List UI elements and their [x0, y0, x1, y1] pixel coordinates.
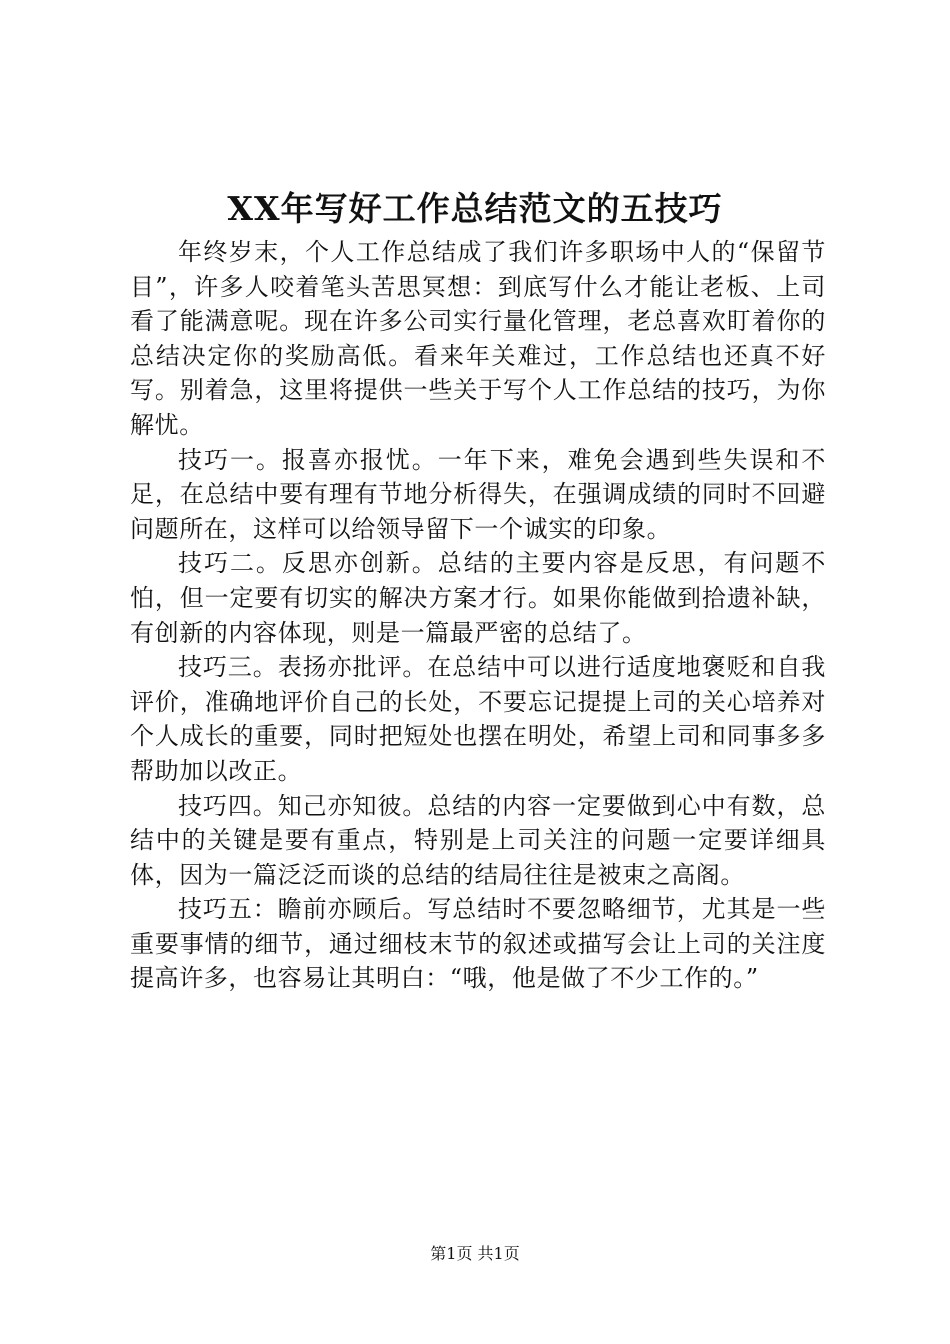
paragraph-tip-3: 技巧三。表扬亦批评。在总结中可以进行适度地褒贬和自我评价，准确地评价自己的长处，不要忘记提提上司的关心培养对个人成长的重要，同时把短处也摆在明处，希望上司和同事多多帮助加以改正。 [130, 653, 826, 785]
page-footer: 第1页 共1页 [430, 1244, 520, 1263]
document-body [130, 235, 826, 996]
paragraph-intro: 年终岁末，个人工作总结成了我们许多职场中人的“保留节目”，许多人咬着笔头苦思冥想：到底写什么才能让老板、上司看了能满意呢。现在许多公司实行量化管理，老总喜欢盯着你的总结决定你的奖励高低。看来年关难过，工作总结也还真不好写。别着急，这里将提供一些关于写个人工作总结的技巧，为你解忧。 [130, 238, 826, 439]
document-title: XX年写好工作总结范文的五技巧 [227, 189, 723, 228]
paragraph-tip-1: 技巧一。报喜亦报忧。一年下来，难免会遇到些失误和不足，在总结中要有理有节地分析得失，在强调成绩的同时不回避问题所在，这样可以给领导留下一个诚实的印象。 [130, 445, 826, 543]
paragraph-tip-5: 技巧五：瞻前亦顾后。写总结时不要忽略细节，尤其是一些重要事情的细节，通过细枝末节的叙述或描写会让上司的关注度提高许多，也容易让其明白：“哦，他是做了不少工作的。” [130, 895, 826, 993]
paragraph-tip-4: 技巧四。知己亦知彼。总结的内容一定要做到心中有数，总结中的关键是要有重点，特别是上司关注的问题一定要详细具体，因为一篇泛泛而谈的总结的结局往往是被束之高阁。 [130, 791, 826, 889]
paragraph-tip-2: 技巧二。反思亦创新。总结的主要内容是反思，有问题不怕，但一定要有切实的解决方案才行。如果你能做到拾遗补缺，有创新的内容体现，则是一篇最严密的总结了。 [130, 549, 826, 647]
